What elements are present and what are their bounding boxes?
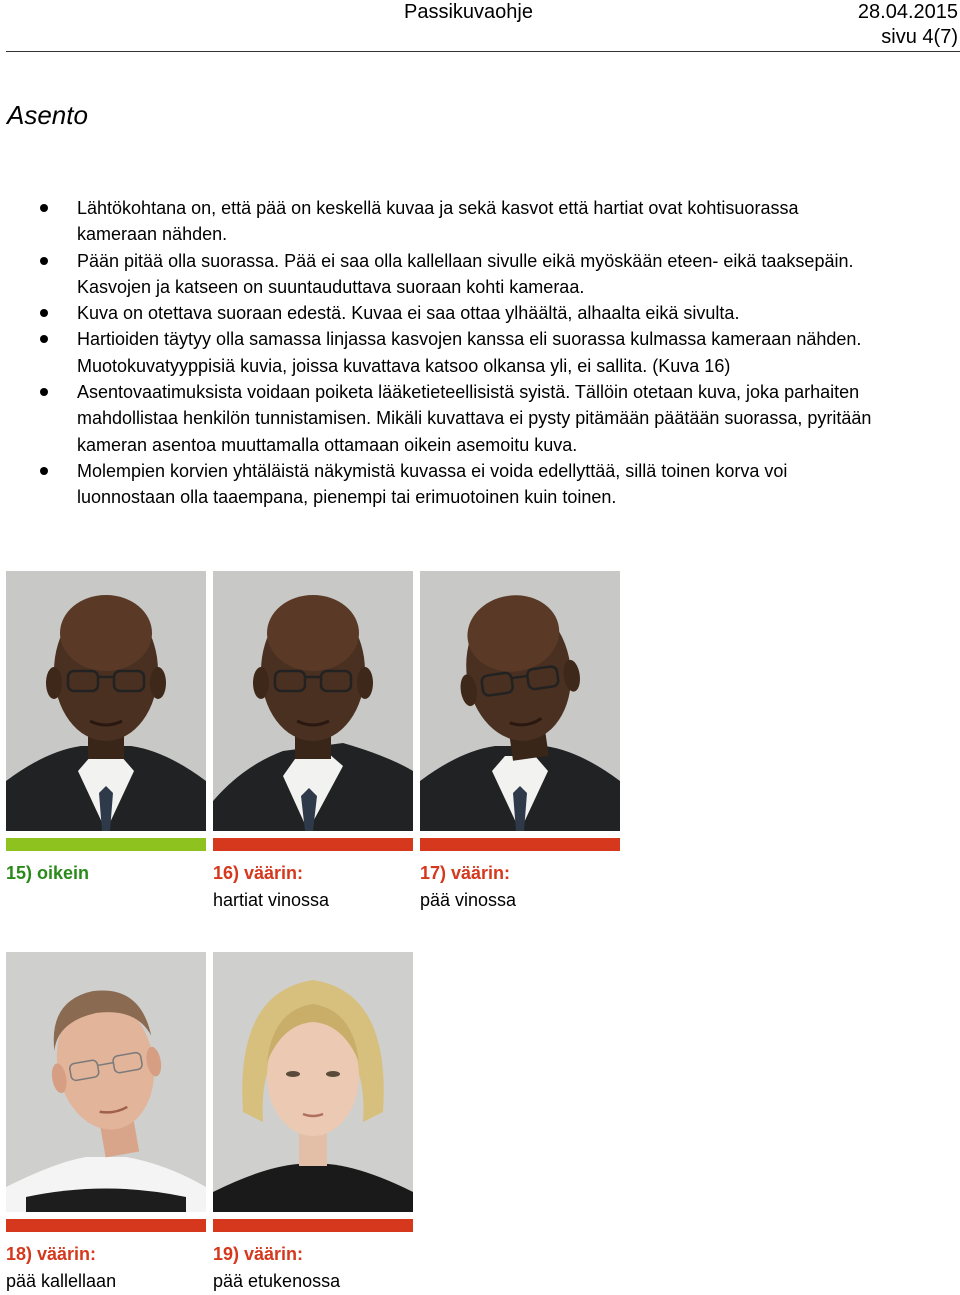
bullet-line: kameraan nähden. <box>77 224 228 245</box>
page-header <box>0 0 960 54</box>
caption-title: 16) väärin: <box>213 863 304 883</box>
header-divider <box>6 51 960 52</box>
bullet-line: kameran asentoa muuttamalla ottamaan oikein asemoitu kuva. <box>77 434 578 455</box>
bullet-line: mahdollistaa henkilön tunnistamisen. Mikäli kuvattava ei pysty pitämään päätään suorassa, pyritään <box>77 408 872 429</box>
caption-title: 15) oikein <box>6 863 90 883</box>
bullet-item <box>0 195 950 248</box>
document-date: 28.04.2015 <box>857 1 958 23</box>
bullet-icon <box>40 467 48 475</box>
bullet-list <box>0 195 950 511</box>
bullet-line: Asentovaatimuksista voidaan poiketa lääketieteellisistä syistä. Tällöin otetaan kuva, joka parhaiten <box>77 382 860 403</box>
bullet-line: Kasvojen ja katseen on suuntauduttava suoraan kohti kameraa. <box>77 276 585 297</box>
status-bar-wrong <box>213 1219 413 1232</box>
caption-subtitle: pää vinossa <box>420 890 517 910</box>
photo-caption <box>6 860 89 887</box>
caption-title: 17) väärin: <box>420 863 511 883</box>
status-bar-wrong <box>420 838 620 851</box>
photo-18-wrong <box>6 952 206 1212</box>
status-bar-wrong <box>213 838 413 851</box>
bullet-line: Hartioiden täytyy olla samassa linjassa kasvojen kanssa eli suorassa kulmassa kameraan nähden. <box>77 329 862 350</box>
bullet-line: Muotokuvatyyppisiä kuvia, joissa kuvattava katsoo olkansa yli, ei sallita. (Kuva 16) <box>77 355 731 376</box>
bullet-item <box>0 326 950 379</box>
bullet-item <box>0 458 950 511</box>
bullet-icon <box>40 257 48 265</box>
bullet-icon <box>40 309 48 317</box>
bullet-line: Kuva on otettava suoraan edestä. Kuvaa ei saa ottaa ylhäältä, alhaalta eikä sivulta. <box>77 303 740 324</box>
photo-caption <box>213 1241 340 1295</box>
caption-title: 19) väärin: <box>213 1244 304 1264</box>
bullet-item <box>0 300 950 326</box>
page-number: sivu 4(7) <box>881 26 958 48</box>
photo-15-correct <box>6 571 206 831</box>
document-title: Passikuvaohje <box>404 1 533 23</box>
bullet-line: luonnostaan olla taaempana, pienempi tai erimuotoinen kuin toinen. <box>77 487 617 508</box>
bullet-item <box>0 248 950 301</box>
status-bar-wrong <box>6 1219 206 1232</box>
photo-17-wrong <box>420 571 620 831</box>
status-bar-correct <box>6 838 206 851</box>
caption-subtitle: hartiat vinossa <box>213 890 330 910</box>
caption-title: 18) väärin: <box>6 1244 97 1264</box>
photo-caption <box>213 860 329 914</box>
photo-caption <box>6 1241 116 1295</box>
photo-19-wrong <box>213 952 413 1212</box>
photo-caption <box>420 860 516 914</box>
bullet-icon <box>40 388 48 396</box>
bullet-icon <box>40 204 48 212</box>
photo-16-wrong <box>213 571 413 831</box>
bullet-line: Molempien korvien yhtäläistä näkymistä kuvassa ei voida edellyttää, sillä toinen korva voi <box>77 460 788 481</box>
bullet-item <box>0 379 950 458</box>
caption-subtitle: pää kallellaan <box>6 1271 117 1291</box>
bullet-line: Lähtökohtana on, että pää on keskellä kuvaa ja sekä kasvot että hartiat ovat kohtisuorassa <box>77 198 799 218</box>
bullet-line: Pään pitää olla suorassa. Pää ei saa olla kallellaan sivulle eikä myöskään eteen- eikä taaksepäin. <box>77 250 854 271</box>
caption-subtitle: pää etukenossa <box>213 1271 341 1291</box>
bullet-icon <box>40 335 48 343</box>
section-title: Asento <box>7 100 88 130</box>
